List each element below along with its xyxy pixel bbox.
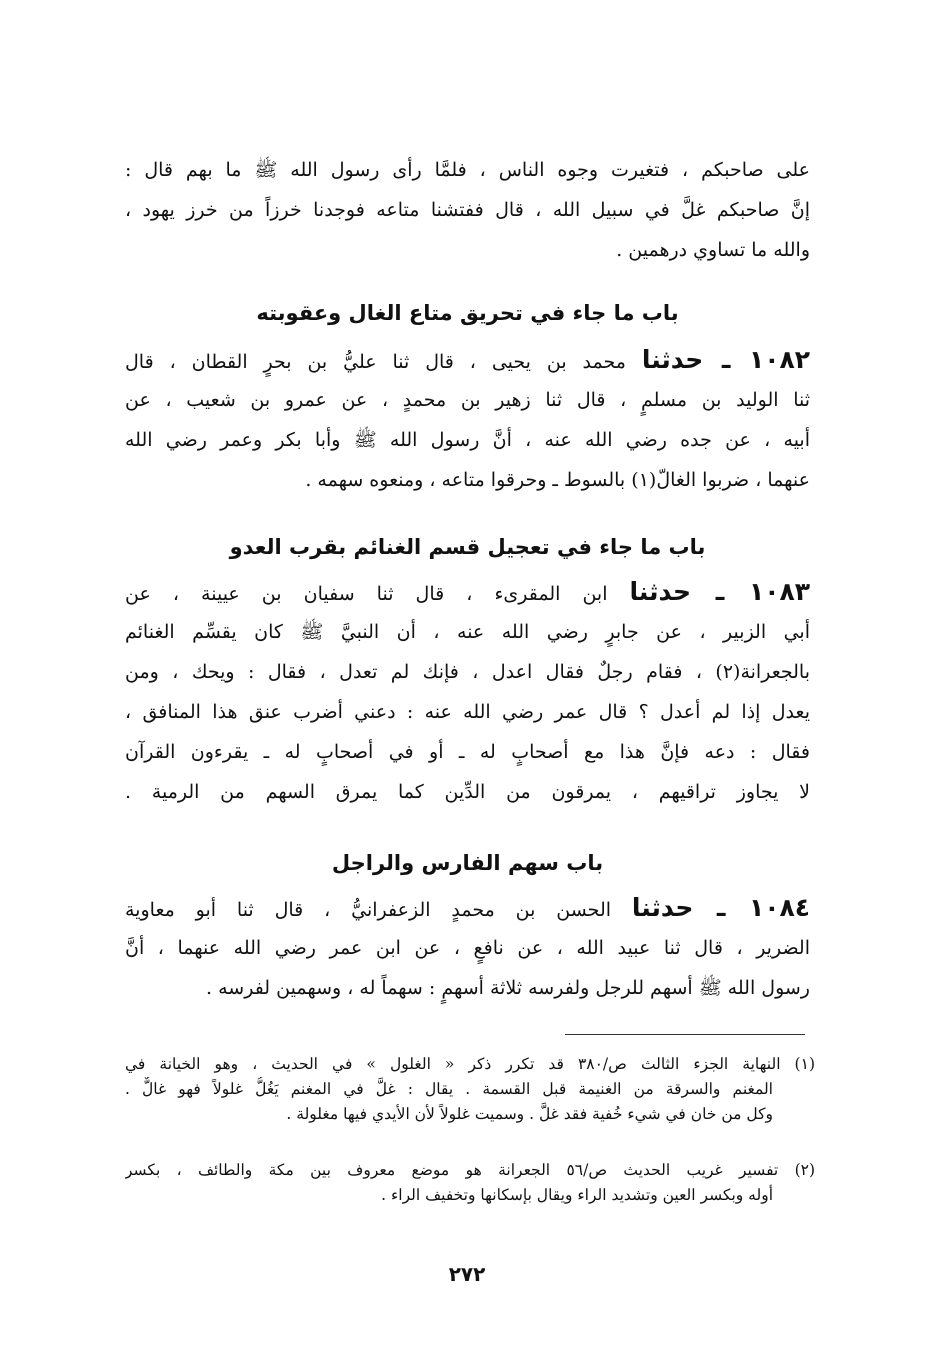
text-line: أبي الزبير ، عن جابرٍ رضي الله عنه ، أن النبيَّ ﷺ كان يقسِّم الغنائم xyxy=(125,621,810,643)
hadith-1083 xyxy=(125,572,810,852)
text-line: عنهما ، ضربوا الغالّ(١) بالسوط ـ وحرقوا متاعه ، ومنعوه سهمه . xyxy=(305,469,810,491)
text-line: لا يجاوز تراقيهم ، يمرقون من الدِّين كما يمرق السهم من الرمية . xyxy=(125,781,810,803)
text-line: الحسن بن محمدٍ الزعفرانيُّ ، قال ثنا أبو معاوية xyxy=(125,899,612,921)
text-line: والله ما تساوي درهمين . xyxy=(616,239,810,261)
hadith-1084 xyxy=(125,888,810,1008)
footnote-line: (١) النهاية الجزء الثالث ص/٣٨٠ قد تكرر ذكر « الغلول » في الحديث ، وهو الخيانة في xyxy=(125,1055,815,1073)
text-line: رسول الله ﷺ أسهم للرجل ولفرسه ثلاثة أسهمٍ : سهماً له ، وسهمين لفرسه . xyxy=(206,977,810,999)
hadith-1082 xyxy=(125,340,810,500)
section-heading: باب سهم الفارس والراجل xyxy=(331,851,604,875)
page-number: ٢٧٢ xyxy=(448,1262,486,1286)
footnote-line: أوله وبكسر العين وتشديد الراء ويقال بإسكانها وتخفيف الراء . xyxy=(381,1186,773,1204)
text-line: بالجعرانة(٢) ، فقام رجلٌ فقال اعدل ، فإنك لم تعدل ، فقال : ويحك ، ومن xyxy=(125,661,810,683)
text-line: الضرير ، قال ثنا عبيد الله ، عن نافعٍ ، عن ابن عمر رضي الله عنهما ، أنَّ xyxy=(125,937,810,959)
text-line: إنَّ صاحبكم غلَّ في سبيل الله ، قال ففتشنا متاعه فوجدنا خرزاً من خرز يهود ، xyxy=(125,199,810,221)
intro-paragraph xyxy=(125,150,810,270)
text-line: ثنا الوليد بن مسلمٍ ، قال ثنا زهير بن محمدٍ ، عن عمرو بن شعيب ، عن xyxy=(125,389,810,411)
footnote-1 xyxy=(125,1052,815,1127)
footnote-line: (٢) تفسير غريب الحديث ص/٥٦ الجعرانة هو موضع معروف بين مكة والطائف ، بكسر xyxy=(125,1161,815,1179)
hadith-number: ١٠٨٤ ـ حدثنا xyxy=(631,893,810,922)
text-line: فقال : دعه فإنَّ هذا مع أصحابٍ له ـ أو في أصحابٍ له ـ يقرءون القرآن xyxy=(125,741,810,763)
footnote-line: وكل من خان في شيء خُفية فقد غلَّ . وسميت غلولاً لأن الأيدي فيها مغلولة . xyxy=(286,1105,773,1123)
section-heading: باب ما جاء في تحريق متاع الغال وعقوبته xyxy=(256,301,679,325)
text-line: ابن المقرىء ، قال ثنا سفيان بن عيينة ، عن xyxy=(125,583,608,605)
footnote-2 xyxy=(125,1158,815,1208)
text-line: محمد بن يحيى ، قال ثنا عليُّ بن بحرٍ القطان ، قال xyxy=(125,351,626,373)
section-heading: باب ما جاء في تعجيل قسم الغنائم بقرب العدو xyxy=(229,535,706,559)
footnote-divider xyxy=(565,1034,805,1035)
footnote-line: المغنم والسرقة من الغنيمة قبل القسمة . يقال : غلَّ في المغنم يَغُلُّ غلولاً فهو غالٌّ . xyxy=(125,1080,773,1098)
text-line: أبيه ، عن جده رضي الله عنه ، أنَّ رسول الله ﷺ وأبا بكر وعمر رضي الله xyxy=(125,429,810,451)
text-line: على صاحبكم ، فتغيرت وجوه الناس ، فلمَّا رأى رسول الله ﷺ ما بهم قال : xyxy=(125,159,810,181)
hadith-number: ١٠٨٣ ـ حدثنا xyxy=(629,577,810,606)
text-line: يعدل إذا لم أعدل ؟ قال عمر رضي الله عنه : دعني أضرب عنق هذا المنافق ، xyxy=(125,701,810,723)
hadith-number: ١٠٨٢ ـ حدثنا xyxy=(641,345,810,374)
